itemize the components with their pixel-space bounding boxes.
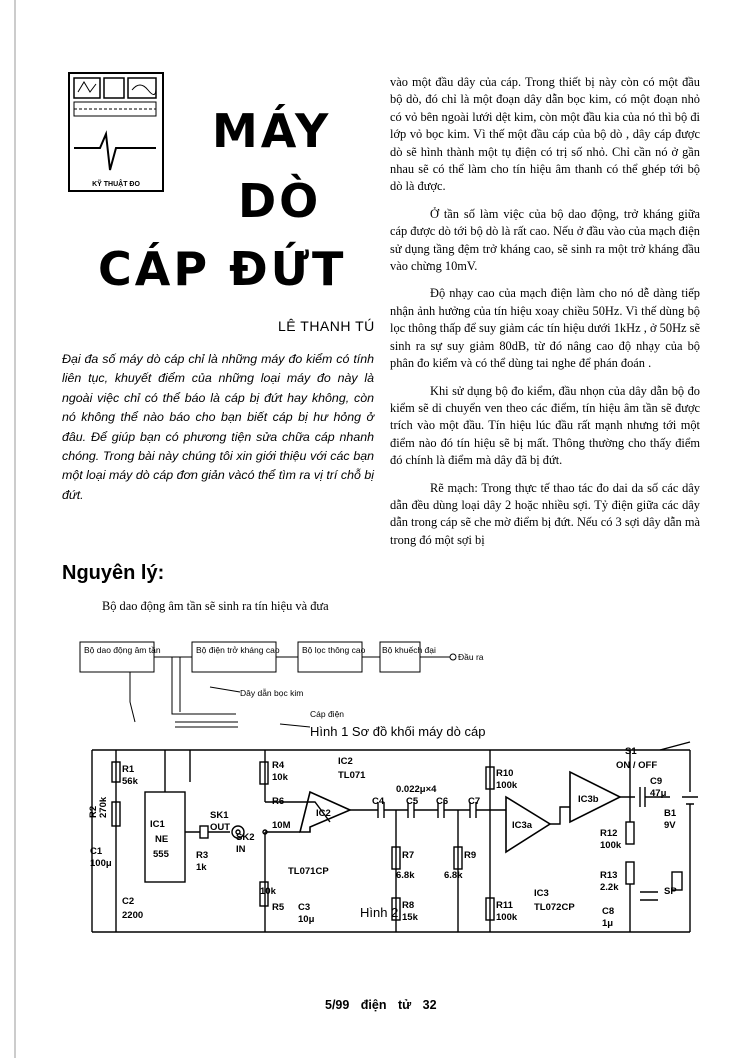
label-c2-value: 2200 bbox=[122, 910, 144, 921]
title-line-1: MÁY bbox=[212, 104, 332, 158]
label-c3-value: 10μ bbox=[298, 914, 315, 925]
label-c3: C3 bbox=[298, 902, 311, 913]
label-ic3-value: TL072CP bbox=[534, 902, 575, 913]
label-r2-value: 270k bbox=[98, 796, 109, 818]
intro-paragraph: Đại đa số máy dò cáp chỉ là những máy đo kiểm có tính liên tục, khuyết điểm của những loại máy đo này là ngoài việc chỉ có thể báo là cáp bị đứt hay không, còn nó không thể nào báo cho bạn biết cáp bị hư hỏng ở đâu. Để giúp bạn có phương tiện sửa chữa cáp nhanh chóng. Trong bài này chúng tôi xin giới thiệu với các bạn một loại máy dò cáp đơn giản vàcó thể tìm ra vị trí chỗ bị đứt. bbox=[62, 352, 374, 502]
label-c4: C4 bbox=[372, 796, 385, 807]
paragraph: Rẽ mạch: Trong thực tế thao tác đo dai da số các dây dẫn đều dùng loại dây 2 hoặc nhiều sợi. Tỷ điện giữa các dây dẫn trong cáp sẽ che mờ điểm bị đứt. Nếu có 3 sợi dây dẫn mà trong đó một sợi bị bbox=[390, 480, 700, 547]
label-r13: R13 bbox=[600, 870, 618, 881]
label-c8: C8 bbox=[602, 906, 615, 917]
label-r1-value: 56k bbox=[122, 776, 138, 787]
label-sk1: SK1 bbox=[210, 810, 229, 821]
label-r10: R10 bbox=[496, 768, 514, 779]
right-column bbox=[390, 74, 700, 559]
label-r11-value: 100k bbox=[496, 912, 518, 923]
label-r2: R2 bbox=[88, 805, 99, 818]
title-line-3: CÁP ĐỨT bbox=[98, 242, 347, 296]
paragraph: vào một đầu dây của cáp. Trong thiết bị này còn có một đầu bộ dò, đó chỉ là một đoạn dây dẫn bọc kim, có một đoạn nhỏ có vỏ bên ngoài lưới dệt kim, còn một đầu kia của nó thì bộ đi lớp vỏ bọc kim. Vì thế một đầu cáp của bộ dò , dây cáp được dò sẽ hình thành một tụ điện có trị số nhỏ. Chỉ cần nó ở gần nhau sẽ có thể làm cho tín hiệu âm thanh có thể ghép tới bộ dò là được. bbox=[390, 75, 700, 194]
label-r7-value: 6.8k bbox=[396, 870, 415, 881]
label-r11: R11 bbox=[496, 900, 513, 911]
label-c5: C5 bbox=[406, 796, 419, 807]
paragraph: Khi sử dụng bộ đo kiểm, đầu nhọn của dây dẫn bộ đo kiểm sẽ di chuyển ven theo các điểm, tín hiệu âm tần sẽ được trích vào một đầu. Tín hiệu lúc đầu rất mạnh nhưng tới một điểm nào đó tín hiệu sẽ bị mất. Thông thường cho thấy điểm đó chính là điểm mà dây đã bị đứt. bbox=[390, 383, 700, 468]
label-r4-value: 10k bbox=[272, 772, 288, 783]
scan-edge bbox=[14, 0, 16, 1058]
label-ic1-b: NE bbox=[155, 834, 169, 845]
label-c1: C1 bbox=[90, 846, 103, 857]
label-sk1-b: OUT bbox=[210, 822, 231, 833]
oscilloscope-icon bbox=[70, 74, 162, 174]
label-c8-value: 1μ bbox=[602, 918, 614, 929]
label-r3: R3 bbox=[196, 850, 209, 861]
label-r3-value: 1k bbox=[196, 862, 207, 873]
label-s1-value: ON / OFF bbox=[616, 760, 658, 771]
fig1-cable-label: Cáp điện bbox=[310, 709, 345, 719]
label-c9: C9 bbox=[650, 776, 663, 787]
section-heading: Nguyên lý: bbox=[62, 562, 165, 584]
label-ic2-bottom: TL071CP bbox=[288, 866, 329, 877]
label-ic3b: IC3b bbox=[578, 794, 599, 805]
label-r6-value: 10M bbox=[272, 820, 291, 831]
label-c2: C2 bbox=[122, 896, 135, 907]
label-c1-value: 100μ bbox=[90, 858, 112, 869]
author-name: LÊ THANH TÚ bbox=[278, 318, 375, 334]
label-b1: B1 bbox=[664, 808, 677, 819]
label-r12-value: 100k bbox=[600, 840, 622, 851]
label-r8-value: 15k bbox=[402, 912, 418, 923]
label-r6: R6 bbox=[272, 796, 285, 807]
label-sk2: SK2 bbox=[236, 832, 255, 843]
label-c6: C6 bbox=[436, 796, 449, 807]
fig1-block-2: Bộ điện trở kháng cao bbox=[196, 645, 280, 655]
label-r5: R5 bbox=[272, 902, 285, 913]
fig2-caption: Hình 2 bbox=[360, 905, 399, 920]
label-c7: C7 bbox=[468, 796, 481, 807]
label-ic2: IC2 bbox=[338, 756, 353, 767]
logo-caption: KỸ THUẬT ĐO bbox=[92, 181, 140, 188]
label-r1: R1 bbox=[122, 764, 135, 775]
label-c9-value: 47μ bbox=[650, 788, 667, 799]
fig1-output-label: Đầu ra bbox=[458, 652, 484, 662]
paragraph: Độ nhạy cao của mạch điện làm cho nó dễ dàng tiếp nhận ảnh hưởng của tín hiệu xoay chiều 50Hz. Vì thế dùng bộ lọc thông thấp để suy giảm các tín hiệu dưới 1kHz , ở 50Hz sẽ sinh ra sự suy giảm 80dB, từ đó nâng cao độ nhạy của bộ phân đo kiểm và có thể dùng tai nghe để phán đoán . bbox=[390, 286, 700, 371]
label-sp: SP bbox=[664, 886, 677, 897]
label-r12: R12 bbox=[600, 828, 618, 839]
label-r13-value: 2.2k bbox=[600, 882, 619, 893]
label-r5-value: 10k bbox=[260, 886, 276, 897]
paragraph: Ở tần số làm việc của bộ dao động, trở kháng giữa cáp được dò tới bộ dò là rất cao. Nếu ở đầu vào của mạch điện sử dụng tầng đệm trở kháng cao, sẽ sinh ra một trở kháng đầu vào chừng 10mV. bbox=[390, 206, 700, 274]
label-cap-bank: 0.022μ×4 bbox=[396, 784, 437, 795]
section-logo bbox=[68, 72, 164, 192]
page-footer: 5/99 điện tử 32 bbox=[325, 998, 437, 1012]
left-paragraph: Bộ dao động âm tần sẽ sinh ra tín hiệu và đưa bbox=[102, 599, 329, 613]
label-r8: R8 bbox=[402, 900, 415, 911]
label-ic2-body: IC2 bbox=[316, 808, 331, 819]
label-b1-value: 9V bbox=[664, 820, 676, 831]
label-s1: S1 bbox=[625, 746, 637, 757]
label-ic3a: IC3a bbox=[512, 820, 533, 831]
label-ic3: IC3 bbox=[534, 888, 549, 899]
label-ic1-c: 555 bbox=[153, 849, 169, 860]
fig1-block-1: Bộ dao động âm tần bbox=[84, 645, 161, 655]
fig1-block-4: Bộ khuếch đại bbox=[382, 645, 436, 655]
label-ic1: IC1 bbox=[150, 819, 165, 830]
label-r7: R7 bbox=[402, 850, 415, 861]
fig1-caption: Hình 1 Sơ đồ khối máy dò cáp bbox=[310, 724, 486, 739]
fig1-block-3: Bộ lọc thông cao bbox=[302, 645, 366, 655]
label-ic2-top: TL071 bbox=[338, 770, 366, 781]
label-r9-value: 6.8k bbox=[444, 870, 463, 881]
label-r10-value: 100k bbox=[496, 780, 518, 791]
circuit-figures bbox=[60, 632, 720, 942]
label-r9: R9 bbox=[464, 850, 477, 861]
label-sk2-b: IN bbox=[236, 844, 246, 855]
fig1-wire-label: Dây dẫn bọc kim bbox=[240, 688, 304, 698]
title-line-2: DÒ bbox=[238, 174, 322, 228]
label-r4: R4 bbox=[272, 760, 285, 771]
